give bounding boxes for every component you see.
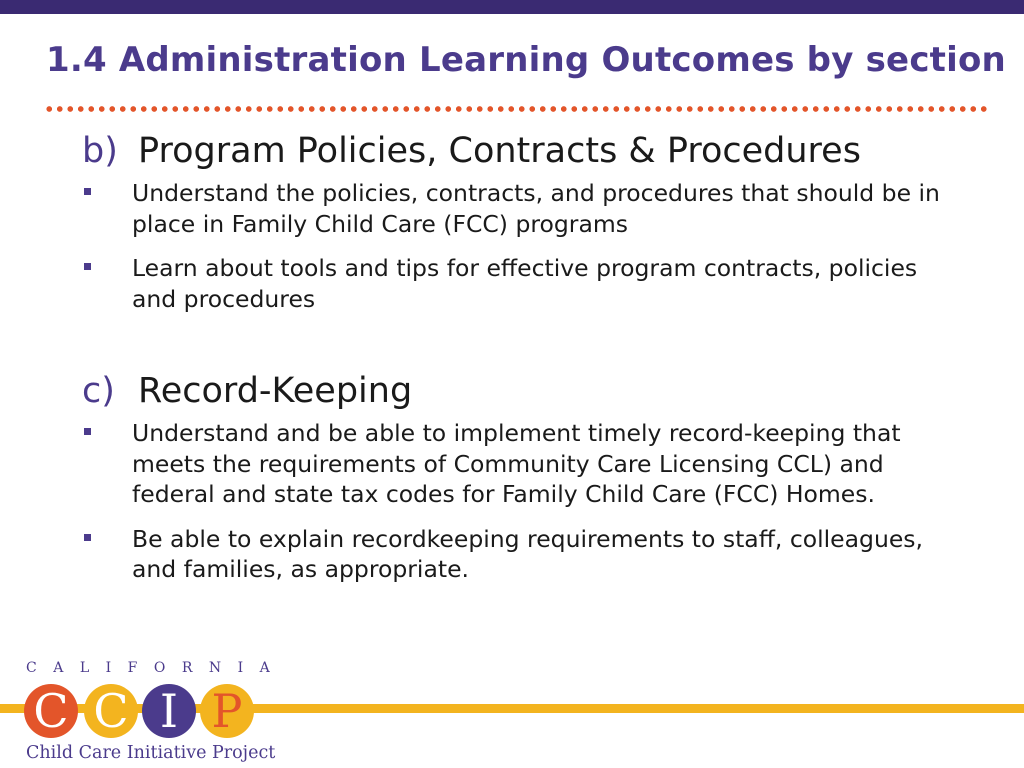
square-bullet-icon bbox=[84, 188, 91, 195]
section-letter: b) bbox=[82, 131, 118, 171]
section-heading bbox=[82, 130, 982, 172]
list-item bbox=[82, 253, 962, 314]
dotted-divider bbox=[44, 104, 988, 114]
logo-circle-i: I bbox=[142, 684, 196, 738]
section-title: Program Policies, Contracts & Procedures bbox=[138, 131, 861, 171]
bullet-list bbox=[82, 178, 982, 314]
section-b bbox=[82, 130, 982, 328]
bullet-text: Learn about tools and tips for effective program contracts, policies and procedures bbox=[132, 254, 918, 313]
logo-tagline: Child Care Initiative Project bbox=[26, 743, 276, 763]
square-bullet-icon bbox=[84, 263, 91, 270]
logo-circle-p: P bbox=[200, 684, 254, 738]
logo-state-text: CALIFORNIA bbox=[26, 660, 287, 676]
section-letter: c) bbox=[82, 371, 115, 411]
section-c bbox=[82, 370, 982, 599]
bullet-text: Be able to explain recordkeeping requirements to staff, colleagues, and families, as appropriate. bbox=[132, 524, 924, 583]
bullet-text: Understand and be able to implement timely record-keeping that meets the requirements of Community Care Licensing CCL) and federal and state tax codes for Family Child Care (FCC) Homes. bbox=[132, 419, 901, 508]
list-item bbox=[82, 418, 962, 510]
section-title: Record-Keeping bbox=[138, 371, 413, 411]
section-heading bbox=[82, 370, 982, 412]
bullet-text: Understand the policies, contracts, and procedures that should be in place in Family Child Care (FCC) programs bbox=[132, 179, 940, 238]
list-item bbox=[82, 524, 962, 585]
slide-title: 1.4 Administration Learning Outcomes by section bbox=[46, 40, 1006, 80]
square-bullet-icon bbox=[84, 534, 91, 541]
top-accent-bar bbox=[0, 0, 1024, 14]
list-item bbox=[82, 178, 962, 239]
logo-circle-c: C bbox=[24, 684, 78, 738]
logo-circle-c: C bbox=[84, 684, 138, 738]
square-bullet-icon bbox=[84, 428, 91, 435]
bullet-list bbox=[82, 418, 982, 585]
